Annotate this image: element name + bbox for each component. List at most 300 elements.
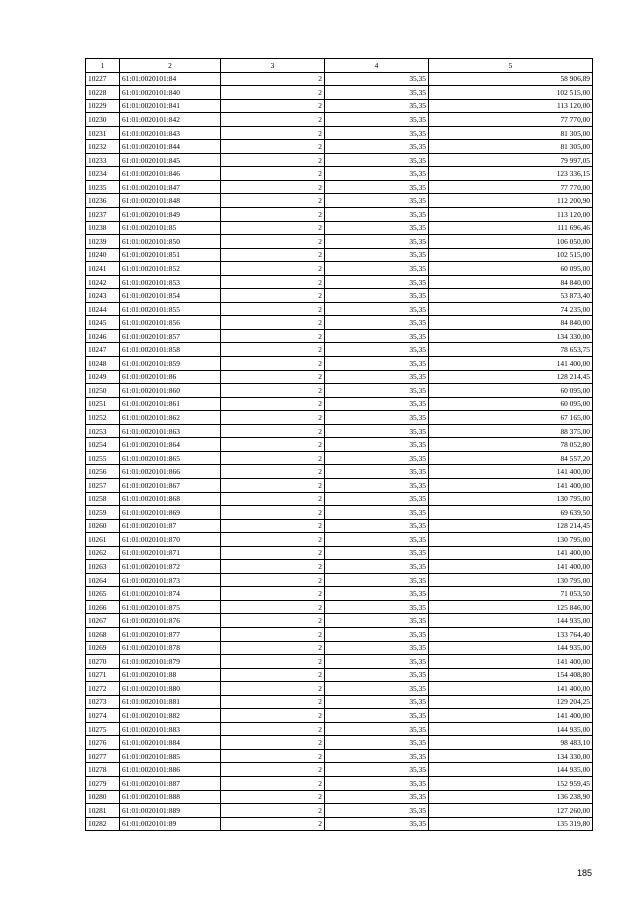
table-cell: 130 795,00 [429,533,593,547]
table-row [86,722,593,736]
table-row [86,560,593,574]
table-cell: 77 770,00 [429,180,593,194]
table-cell: 35,35 [325,655,429,669]
table-cell: 61:01:0020101:848 [120,194,221,208]
table-cell: 69 639,50 [429,506,593,520]
table-cell: 10274 [86,709,120,723]
table-cell: 35,35 [325,275,429,289]
table-cell: 61:01:0020101:870 [120,533,221,547]
table-cell: 2 [221,397,325,411]
table-row [86,804,593,818]
table-cell: 10238 [86,221,120,235]
table-cell: 125 846,00 [429,600,593,614]
table-cell: 152 959,45 [429,776,593,790]
table-cell: 35,35 [325,180,429,194]
table-cell: 35,35 [325,668,429,682]
table-cell: 10281 [86,804,120,818]
table-cell: 2 [221,384,325,398]
table-cell: 2 [221,627,325,641]
table-row [86,790,593,804]
table-row [86,614,593,628]
table-cell: 35,35 [325,682,429,696]
table-cell: 35,35 [325,790,429,804]
table-cell: 78 653,75 [429,343,593,357]
table-cell: 61:01:0020101:843 [120,126,221,140]
table-cell: 2 [221,682,325,696]
table-cell: 2 [221,722,325,736]
table-cell: 35,35 [325,424,429,438]
table-cell: 141 400,00 [429,655,593,669]
table-cell: 61:01:0020101:857 [120,329,221,343]
table-cell: 2 [221,546,325,560]
table-cell: 10272 [86,682,120,696]
table-cell: 112 200,90 [429,194,593,208]
table-cell: 35,35 [325,194,429,208]
table-row [86,695,593,709]
table-cell: 35,35 [325,614,429,628]
table-cell: 2 [221,749,325,763]
table-cell: 81 305,00 [429,126,593,140]
table-cell: 10257 [86,478,120,492]
table-cell: 35,35 [325,357,429,371]
column-header: 2 [120,59,221,73]
table-cell: 10254 [86,438,120,452]
table-row [86,329,593,343]
table-cell: 141 400,00 [429,546,593,560]
table-cell: 10237 [86,208,120,222]
table-row [86,492,593,506]
table-cell: 10232 [86,140,120,154]
table-cell: 61:01:0020101:84 [120,72,221,86]
table-cell: 61:01:0020101:850 [120,235,221,249]
table-cell: 35,35 [325,763,429,777]
table-cell: 35,35 [325,235,429,249]
table-cell: 61:01:0020101:862 [120,411,221,425]
table-row [86,302,593,316]
table-cell: 144 935,00 [429,614,593,628]
table-cell: 10270 [86,655,120,669]
table-cell: 35,35 [325,153,429,167]
table-cell: 35,35 [325,519,429,533]
table-cell: 10279 [86,776,120,790]
page-number: 185 [576,868,592,878]
table-cell: 10280 [86,790,120,804]
table-cell: 35,35 [325,438,429,452]
table-cell: 79 997,05 [429,153,593,167]
table-cell: 61:01:0020101:841 [120,99,221,113]
table-row [86,86,593,100]
table-cell: 113 120,00 [429,99,593,113]
table-cell: 10249 [86,370,120,384]
table-row [86,180,593,194]
table-cell: 10248 [86,357,120,371]
table-cell: 130 795,00 [429,492,593,506]
table-cell: 61:01:0020101:887 [120,776,221,790]
table-cell: 78 052,80 [429,438,593,452]
table-cell: 35,35 [325,478,429,492]
table-row [86,763,593,777]
table-cell: 10231 [86,126,120,140]
table-row [86,99,593,113]
table-cell: 74 235,00 [429,302,593,316]
table-cell: 61:01:0020101:883 [120,722,221,736]
table-cell: 2 [221,343,325,357]
table-cell: 10241 [86,262,120,276]
table-cell: 61:01:0020101:875 [120,600,221,614]
table-row [86,438,593,452]
table-cell: 2 [221,668,325,682]
table-cell: 141 400,00 [429,682,593,696]
table-cell: 2 [221,167,325,181]
table-row [86,465,593,479]
table-row [86,262,593,276]
table-row [86,682,593,696]
table-cell: 61:01:0020101:865 [120,451,221,465]
table-row [86,221,593,235]
table-cell: 2 [221,573,325,587]
table-cell: 2 [221,316,325,330]
table-cell: 127 260,00 [429,804,593,818]
column-header: 3 [221,59,325,73]
table-cell: 134 330,00 [429,749,593,763]
table-cell: 61:01:0020101:863 [120,424,221,438]
table-cell: 2 [221,329,325,343]
table-cell: 2 [221,221,325,235]
table-cell: 61:01:0020101:885 [120,749,221,763]
table-cell: 10227 [86,72,120,86]
table-row [86,167,593,181]
table-cell: 61:01:0020101:888 [120,790,221,804]
table-cell: 130 795,00 [429,573,593,587]
table-cell: 61:01:0020101:880 [120,682,221,696]
table-cell: 61:01:0020101:871 [120,546,221,560]
table-cell: 10251 [86,397,120,411]
table-cell: 134 330,00 [429,329,593,343]
table-row [86,668,593,682]
table-cell: 77 770,00 [429,113,593,127]
table-cell: 35,35 [325,627,429,641]
table-cell: 141 400,00 [429,357,593,371]
table-row [86,411,593,425]
table-cell: 61:01:0020101:849 [120,208,221,222]
table-cell: 35,35 [325,140,429,154]
table-cell: 35,35 [325,641,429,655]
table-cell: 2 [221,113,325,127]
table-cell: 10247 [86,343,120,357]
table-row [86,451,593,465]
table-cell: 10275 [86,722,120,736]
table-cell: 2 [221,248,325,262]
table-cell: 10264 [86,573,120,587]
table-cell: 35,35 [325,316,429,330]
table-cell: 35,35 [325,221,429,235]
table-cell: 10268 [86,627,120,641]
table-cell: 102 515,00 [429,248,593,262]
table-cell: 35,35 [325,72,429,86]
table-cell: 10240 [86,248,120,262]
table-cell: 35,35 [325,749,429,763]
table-cell: 2 [221,302,325,316]
table-cell: 61:01:0020101:844 [120,140,221,154]
table-cell: 2 [221,804,325,818]
table-cell: 10266 [86,600,120,614]
table-cell: 10234 [86,167,120,181]
table-cell: 111 696,46 [429,221,593,235]
table-row [86,316,593,330]
table-cell: 10244 [86,302,120,316]
table-cell: 35,35 [325,99,429,113]
table-row [86,357,593,371]
table-row [86,126,593,140]
table-cell: 2 [221,560,325,574]
table-cell: 71 053,50 [429,587,593,601]
table-row [86,641,593,655]
table-cell: 154 408,80 [429,668,593,682]
table-cell: 2 [221,600,325,614]
table-cell: 61:01:0020101:89 [120,817,221,831]
table-cell: 35,35 [325,113,429,127]
table-cell: 2 [221,153,325,167]
table-cell: 2 [221,641,325,655]
table-cell: 35,35 [325,587,429,601]
table-cell: 10267 [86,614,120,628]
table-cell: 61:01:0020101:861 [120,397,221,411]
table-cell: 10228 [86,86,120,100]
table-row [86,749,593,763]
table-cell: 2 [221,99,325,113]
table-cell: 61:01:0020101:872 [120,560,221,574]
table-cell: 2 [221,275,325,289]
table-row [86,397,593,411]
table-cell: 141 400,00 [429,478,593,492]
table-cell: 2 [221,424,325,438]
table-cell: 61:01:0020101:864 [120,438,221,452]
table-cell: 102 515,00 [429,86,593,100]
table-cell: 2 [221,370,325,384]
table-cell: 35,35 [325,492,429,506]
table-cell: 123 336,15 [429,167,593,181]
table-cell: 2 [221,533,325,547]
table-row [86,113,593,127]
table-row [86,424,593,438]
table-row [86,235,593,249]
table-cell: 35,35 [325,600,429,614]
table-cell: 61:01:0020101:869 [120,506,221,520]
table-cell: 61:01:0020101:874 [120,587,221,601]
table-cell: 35,35 [325,506,429,520]
table-cell: 10245 [86,316,120,330]
table-cell: 35,35 [325,451,429,465]
table-row [86,506,593,520]
table-cell: 2 [221,763,325,777]
table-cell: 35,35 [325,695,429,709]
table-row [86,289,593,303]
table-cell: 2 [221,587,325,601]
table-cell: 2 [221,72,325,86]
table-cell: 2 [221,519,325,533]
table-cell: 10259 [86,506,120,520]
table-cell: 61:01:0020101:847 [120,180,221,194]
table-cell: 61:01:0020101:867 [120,478,221,492]
column-header: 1 [86,59,120,73]
table-row [86,736,593,750]
table-row [86,370,593,384]
table-cell: 61:01:0020101:878 [120,641,221,655]
column-header: 5 [429,59,593,73]
table-cell: 2 [221,655,325,669]
table-cell: 35,35 [325,736,429,750]
table-row [86,343,593,357]
table-cell: 10246 [86,329,120,343]
table-cell: 141 400,00 [429,709,593,723]
table-cell: 141 400,00 [429,560,593,574]
table-row [86,519,593,533]
table-cell: 2 [221,614,325,628]
table-row [86,546,593,560]
table-cell: 35,35 [325,465,429,479]
table-cell: 10230 [86,113,120,127]
table-cell: 2 [221,695,325,709]
table-cell: 61:01:0020101:851 [120,248,221,262]
table-cell: 35,35 [325,573,429,587]
table-cell: 67 165,00 [429,411,593,425]
column-header: 4 [325,59,429,73]
table-cell: 35,35 [325,329,429,343]
table-cell: 84 557,20 [429,451,593,465]
table-cell: 10229 [86,99,120,113]
table-cell: 35,35 [325,126,429,140]
table-cell: 2 [221,208,325,222]
table-cell: 35,35 [325,208,429,222]
table-cell: 61:01:0020101:876 [120,614,221,628]
table-cell: 144 935,00 [429,722,593,736]
table-cell: 61:01:0020101:881 [120,695,221,709]
table-cell: 35,35 [325,167,429,181]
table-cell: 61:01:0020101:856 [120,316,221,330]
table-cell: 61:01:0020101:886 [120,763,221,777]
table-cell: 10260 [86,519,120,533]
table-cell: 10258 [86,492,120,506]
table-row [86,140,593,154]
table-cell: 2 [221,438,325,452]
table-cell: 61:01:0020101:86 [120,370,221,384]
table-row [86,533,593,547]
table-cell: 35,35 [325,384,429,398]
table-cell: 61:01:0020101:877 [120,627,221,641]
table-cell: 61:01:0020101:842 [120,113,221,127]
table-cell: 61:01:0020101:854 [120,289,221,303]
table-row [86,817,593,831]
table-cell: 88 375,00 [429,424,593,438]
table-row [86,709,593,723]
table-cell: 10278 [86,763,120,777]
table-cell: 35,35 [325,86,429,100]
table-cell: 10277 [86,749,120,763]
table-row [86,587,593,601]
table-cell: 2 [221,357,325,371]
table-row [86,655,593,669]
table-cell: 35,35 [325,533,429,547]
table-cell: 2 [221,194,325,208]
table-cell: 35,35 [325,776,429,790]
table-cell: 10235 [86,180,120,194]
table-cell: 35,35 [325,370,429,384]
table-cell: 2 [221,411,325,425]
table-cell: 2 [221,126,325,140]
table-cell: 10236 [86,194,120,208]
table-row [86,153,593,167]
table-row [86,478,593,492]
table-cell: 35,35 [325,262,429,276]
table-cell: 58 906,89 [429,72,593,86]
table-cell: 2 [221,506,325,520]
table-cell: 61:01:0020101:858 [120,343,221,357]
data-table [85,58,593,831]
table-cell: 61:01:0020101:868 [120,492,221,506]
table-cell: 141 400,00 [429,465,593,479]
table-cell: 133 764,40 [429,627,593,641]
table-cell: 10271 [86,668,120,682]
table-cell: 84 840,00 [429,316,593,330]
table-cell: 61:01:0020101:840 [120,86,221,100]
table-cell: 10265 [86,587,120,601]
table-cell: 61:01:0020101:889 [120,804,221,818]
table-cell: 2 [221,180,325,194]
table-cell: 144 935,00 [429,641,593,655]
table-cell: 61:01:0020101:846 [120,167,221,181]
table-row [86,600,593,614]
table-cell: 10250 [86,384,120,398]
table-cell: 2 [221,262,325,276]
table-cell: 2 [221,492,325,506]
table-cell: 144 935,00 [429,763,593,777]
table-cell: 61:01:0020101:845 [120,153,221,167]
table-cell: 10261 [86,533,120,547]
table-cell: 35,35 [325,411,429,425]
table-cell: 10252 [86,411,120,425]
table-cell: 61:01:0020101:855 [120,302,221,316]
table-cell: 61:01:0020101:87 [120,519,221,533]
table-cell: 10256 [86,465,120,479]
table-cell: 61:01:0020101:853 [120,275,221,289]
table-cell: 2 [221,235,325,249]
table-cell: 35,35 [325,289,429,303]
table-cell: 10243 [86,289,120,303]
table-cell: 61:01:0020101:852 [120,262,221,276]
table-cell: 61:01:0020101:859 [120,357,221,371]
table-cell: 53 873,40 [429,289,593,303]
table-cell: 60 095,00 [429,397,593,411]
table-row [86,208,593,222]
table-row [86,627,593,641]
table-cell: 61:01:0020101:85 [120,221,221,235]
table-cell: 61:01:0020101:860 [120,384,221,398]
table-cell: 2 [221,709,325,723]
table-cell: 35,35 [325,343,429,357]
table-cell: 81 305,00 [429,140,593,154]
table-cell: 2 [221,140,325,154]
table-cell: 35,35 [325,560,429,574]
table-row [86,248,593,262]
table-row [86,573,593,587]
table-cell: 35,35 [325,804,429,818]
table-cell: 2 [221,289,325,303]
table-cell: 60 095,00 [429,262,593,276]
table-cell: 128 214,45 [429,519,593,533]
table-cell: 61:01:0020101:882 [120,709,221,723]
table-cell: 136 238,90 [429,790,593,804]
table-cell: 10255 [86,451,120,465]
